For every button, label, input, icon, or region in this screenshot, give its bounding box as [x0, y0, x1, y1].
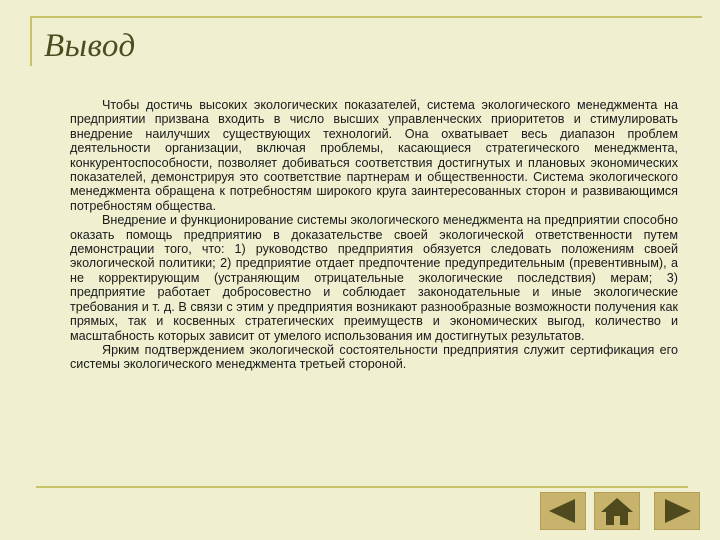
previous-slide-button[interactable]: [540, 492, 586, 530]
frame-top-line: [30, 16, 702, 18]
paragraph-2: Внедрение и функционирование системы экологического менеджмента на предприятии способно оказать помощь предприятию в доказательстве своей экологической ответственности путем демонстрации того, что: 1) руководство предприятия обязуется следовать положениям своей экологической политики; 2) предприятие отдает предпочтение предупредительным (превентивным), а не корректирующим (устраняющим отрицательные экологические последствия) мерам; 3) предприятие работает добросовестно и соблюдает законодательные и иные экологические требования и т. д. В связи с этим у предприятия возникают разнообразные возможности получения как прямых, так и косвенных стратегических преимуществ и экономических выгод, количество и масштабность которых зависит от умелого использования им достигнутых результатов.: [70, 213, 678, 343]
house-icon: [595, 493, 639, 529]
frame-left-line: [30, 16, 32, 66]
home-button[interactable]: [594, 492, 640, 530]
paragraph-1: Чтобы достичь высоких экологических показателей, система экологического менеджмента на предприятии призвана входить в число высших управленческих приоритетов и стимулировать внедрение наилучших существующих технологий. Она охватывает весь диапазон проблем деятельности организации, включая проблемы, касающиеся стратегического менеджмента, конкурентоспособности, позволяет добиваться соответствия достигнутых и плановых экономических показателей, демонстрируя это соответствие партнерам и общественности. Система экологического менеджмента обращена к потребностям широкого круга заинтересованных сторон и развивающимся потребностям общества.: [70, 98, 678, 213]
paragraph-3: Ярким подтверждением экологической состоятельности предприятия служит сертификация его системы экологического менеджмента третьей стороной.: [70, 342, 678, 372]
next-slide-button[interactable]: [654, 492, 700, 530]
slide-title: Вывод: [44, 28, 136, 64]
slide-body: [70, 98, 678, 372]
triangle-left-icon: [541, 493, 585, 529]
frame-bottom-line: [36, 486, 688, 488]
triangle-right-icon: [655, 493, 699, 529]
